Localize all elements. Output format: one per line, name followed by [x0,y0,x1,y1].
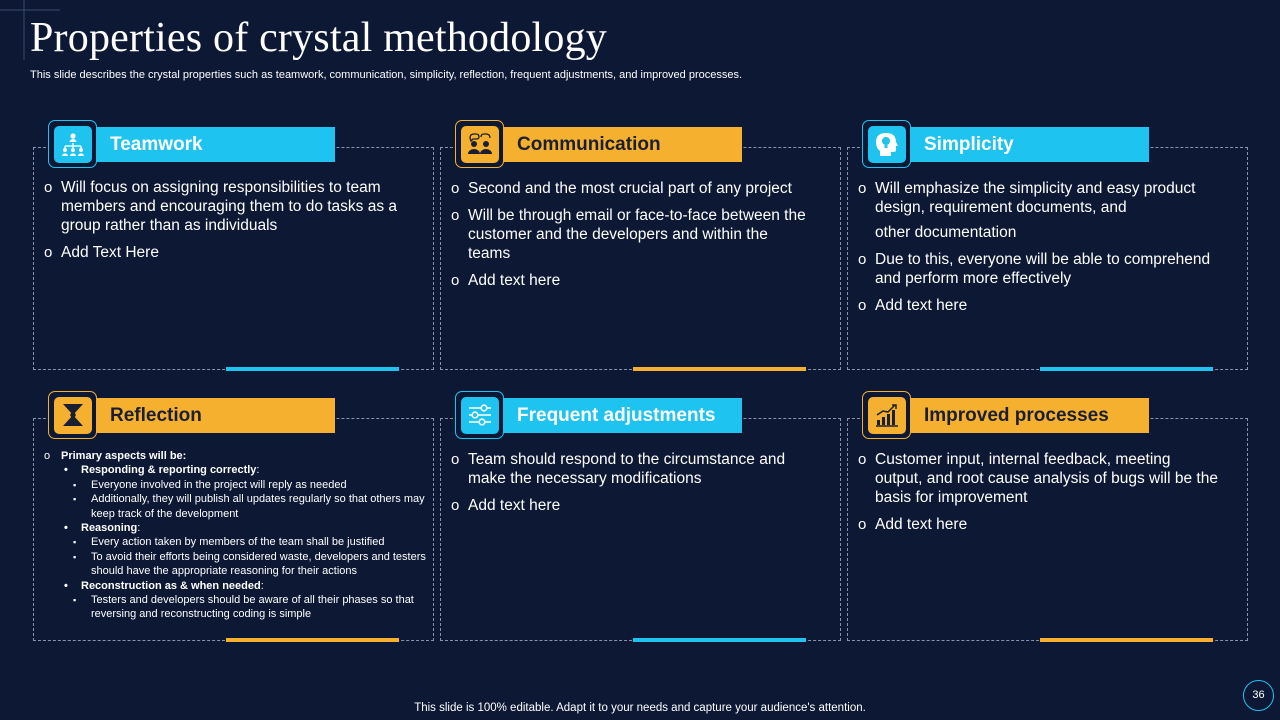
improved-body [858,450,1218,542]
card-accent-bar [633,367,806,371]
list-subheading: • Reconstruction as & when needed: [44,579,428,593]
teamwork-badge [48,120,97,168]
head-bulb-icon [875,131,899,157]
list-item: o Add text here [858,515,1218,534]
list-item: o Add Text Here [44,243,414,262]
frequent-body [451,450,811,523]
list-item: o Add text here [451,271,811,290]
card-accent-bar [226,367,399,371]
growth-chart-icon [874,402,900,428]
list-item: ▪ Testers and developers should be aware of all their phases so that reversing and reconstructing coding is simple [44,593,428,622]
footer-note: This slide is 100% editable. Adapt it to your needs and capture your audience's attention. [414,702,866,714]
list-subheading: • Responding & reporting correctly: [44,463,428,477]
team-hierarchy-icon [60,131,86,157]
mirror-reflection-icon [61,402,85,428]
list-item: ▪ Every action taken by members of the team shall be justified [44,535,428,549]
list-item: o Due to this, everyone will be able to comprehend and perform more effectively [858,250,1218,288]
teamwork-label: Teamwork [96,127,335,162]
list-item-continuation: other documentation [875,224,1017,241]
improved-label: Improved processes [910,398,1149,433]
communication-body [451,179,811,298]
card-accent-bar [1040,638,1213,642]
card-accent-bar [633,638,806,642]
simplicity-badge [862,120,911,168]
slide-title: Properties of crystal methodology [30,15,607,61]
list-item: o Add text here [451,496,811,515]
teamwork-body [44,178,414,270]
frequent-badge [455,391,504,439]
reflection-badge [48,391,97,439]
reflection-body [44,449,428,622]
frequent-label: Frequent adjustments [503,398,742,433]
list-item: ▪ To avoid their efforts being considered waste, developers and testers should have the appropriate reasoning for their actions [44,550,428,579]
list-item: o Second and the most crucial part of any project [451,179,811,198]
list-item: o Will be through email or face-to-face between the customer and the developers and within the teams [451,206,811,263]
list-item: ▪ Everyone involved in the project will reply as needed [44,478,428,492]
list-subheading: • Reasoning: [44,521,428,535]
simplicity-body [858,179,1218,323]
improved-badge [862,391,911,439]
reflection-label: Reflection [96,398,335,433]
list-item: o Primary aspects will be: [44,449,428,463]
list-item: o Will focus on assigning responsibilities to team members and encouraging them to do tasks as a group rather than as individuals [44,178,414,235]
list-item: o Add text here [858,296,1218,315]
list-item: o Team should respond to the circumstance and make the necessary modifications [451,450,811,488]
list-item: ▪ Additionally, they will publish all updates regularly so that others may keep track of the development [44,492,428,521]
list-item: o Customer input, internal feedback, meeting output, and root cause analysis of bugs will be the basis for improvement [858,450,1218,507]
communication-badge [455,120,504,168]
people-chat-icon [466,131,494,157]
page-number: 36 [1243,680,1274,711]
communication-label: Communication [503,127,742,162]
simplicity-label: Simplicity [910,127,1149,162]
card-accent-bar [1040,367,1213,371]
list-item: o Will emphasize the simplicity and easy product design, requirement documents, and [858,179,1218,217]
card-accent-bar [226,638,399,642]
sliders-icon [467,402,493,428]
slide-subtitle: This slide describes the crystal properties such as teamwork, communication, simplicity, reflection, frequent adjustments, and improved processes. [30,69,743,81]
